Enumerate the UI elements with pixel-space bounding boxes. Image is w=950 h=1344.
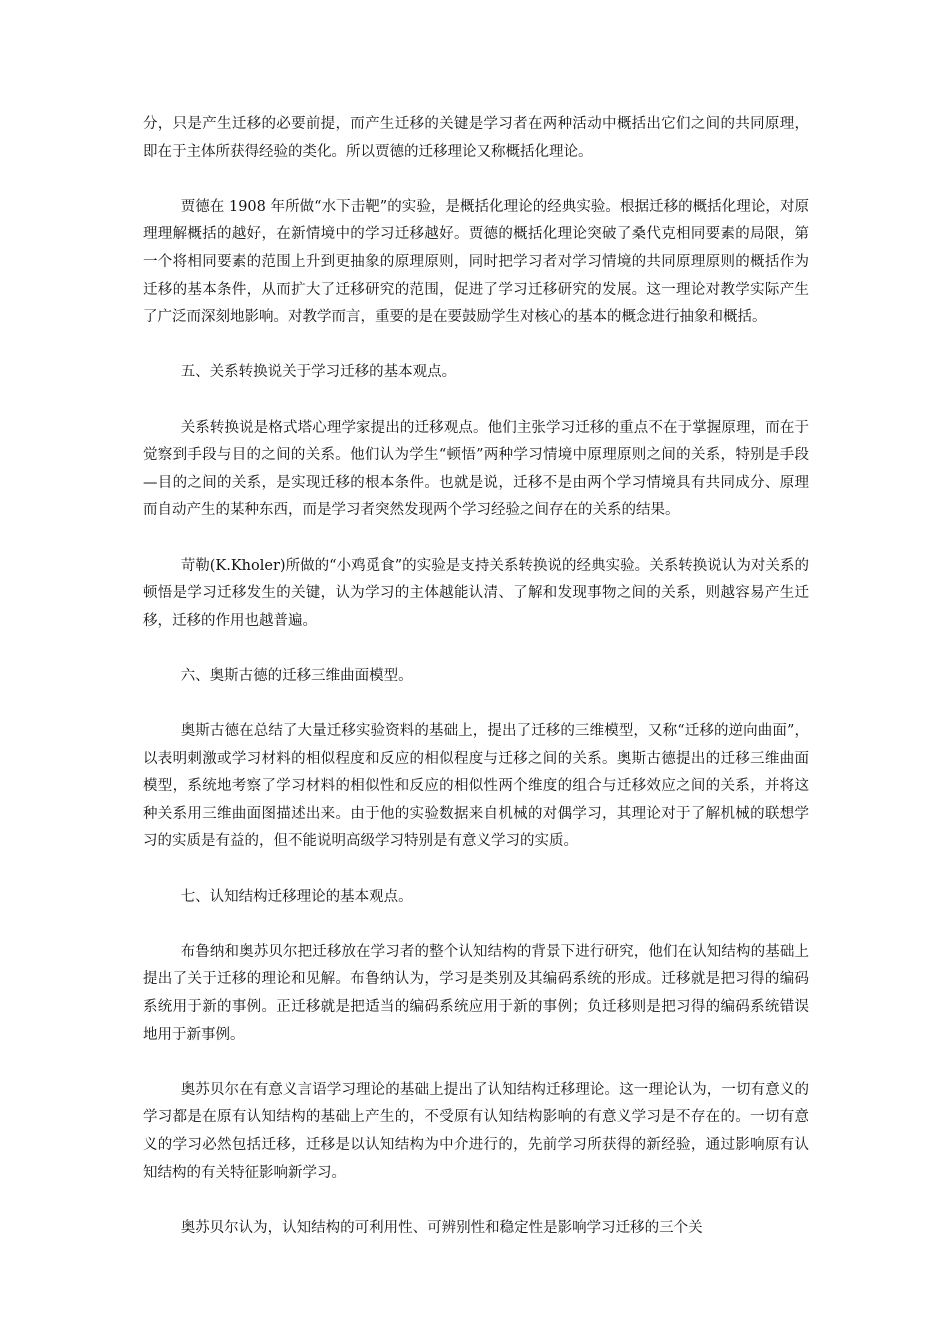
paragraph-kohler-experiment: 苛勒(K.Kholer)所做的“小鸡觅食”的实验是支持关系转换说的经典实验。关系转换说认为对关系的顿悟是学习迁移发生的关键，认为学习的主体越能认清、了解和发现事物之间的关系，则越容易产生迁移，迁移的作用也越普遍。 [143, 557, 809, 629]
paragraph-bruner: 布鲁纳和奥苏贝尔把迁移放在学习者的整个认知结构的背景下进行研究，他们在认知结构的基础上提出了关于迁移的理论和见解。布鲁纳认为，学习是类别及其编码系统的形成。迁移就是把习得的编码系统用于新的事例。正迁移就是把适当的编码系统应用于新的事例；负迁移则是把习得的编码系统错误地用于新事例。 [143, 943, 809, 1043]
paragraph-ausubel-factors: 奥苏贝尔认为，认知结构的可利用性、可辨别性和稳定性是影响学习迁移的三个关 [180, 1219, 703, 1236]
paragraph-continuation: 分，只是产生迁移的必要前提，而产生迁移的关键是学习者在两种活动中概括出它们之间的共同原理，即在于主体所获得经验的类化。所以贾德的迁移理论又称概括化理论。 [143, 116, 809, 160]
document-page [143, 111, 809, 1270]
section-heading-5: 五、关系转换说关于学习迁移的基本观点。 [180, 364, 457, 381]
paragraph-relation-transfer: 关系转换说是格式塔心理学家提出的迁移观点。他们主张学习迁移的重点不在于掌握原理，而在于觉察到手段与目的之间的关系。他们认为学生“顿悟”两种学习情境中原理原则之间的关系，特别是手段—目的之间的关系，是实现迁移的根本条件。也就是说，迁移不是由两个学习情境具有共同成分、原理而自动产生的某种东西，而是学习者突然发现两个学习经验之间存在的关系的结果。 [143, 419, 809, 519]
section-heading-6: 六、奥斯古德的迁移三维曲面模型。 [180, 667, 413, 684]
paragraph-judd-experiment: 贾德在 1908 年所做“水下击靶”的实验，是概括化理论的经典实验。根据迁移的概括化理论，对原理理解概括的越好，在新情境中的学习迁移越好。贾德的概括化理论突破了桑代克相同要素的局限，第一个将相同要素的范围上升到更抽象的原理原则，同时把学习者对学习情境的共同原理原则的概括作为迁移的基本条件，从而扩大了迁移研究的范围，促进了学习迁移研究的发展。这一理论对教学实际产生了广泛而深刻地影响。对教学而言，重要的是在要鼓励学生对核心的基本的概念进行抽象和概括。 [143, 198, 809, 326]
paragraph-ausubel: 奥苏贝尔在有意义言语学习理论的基础上提出了认知结构迁移理论。这一理论认为，一切有意义的学习都是在原有认知结构的基础上产生的，不受原有认知结构影响的有意义学习是不存在的。一切有意义的学习必然包括迁移，迁移是以认知结构为中介进行的，先前学习所获得的新经验，通过影响原有认知结构的有关特征影响新学习。 [143, 1081, 809, 1181]
section-heading-7: 七、认知结构迁移理论的基本观点。 [180, 888, 413, 905]
paragraph-osgood-model: 奥斯古德在总结了大量迁移实验资料的基础上，提出了迁移的三维模型，又称“迁移的逆向曲面”，以表明刺激或学习材料的相似程度和反应的相似程度与迁移之间的关系。奥斯古德提出的迁移三维曲面模型，系统地考察了学习材料的相似性和反应的相似性两个维度的组合与迁移效应之间的关系，并将这种关系用三维曲面图描述出来。由于他的实验数据来自机械的对偶学习，其理论对于了解机械的联想学习的实质是有益的，但不能说明高级学习特别是有意义学习的实质。 [143, 723, 809, 850]
